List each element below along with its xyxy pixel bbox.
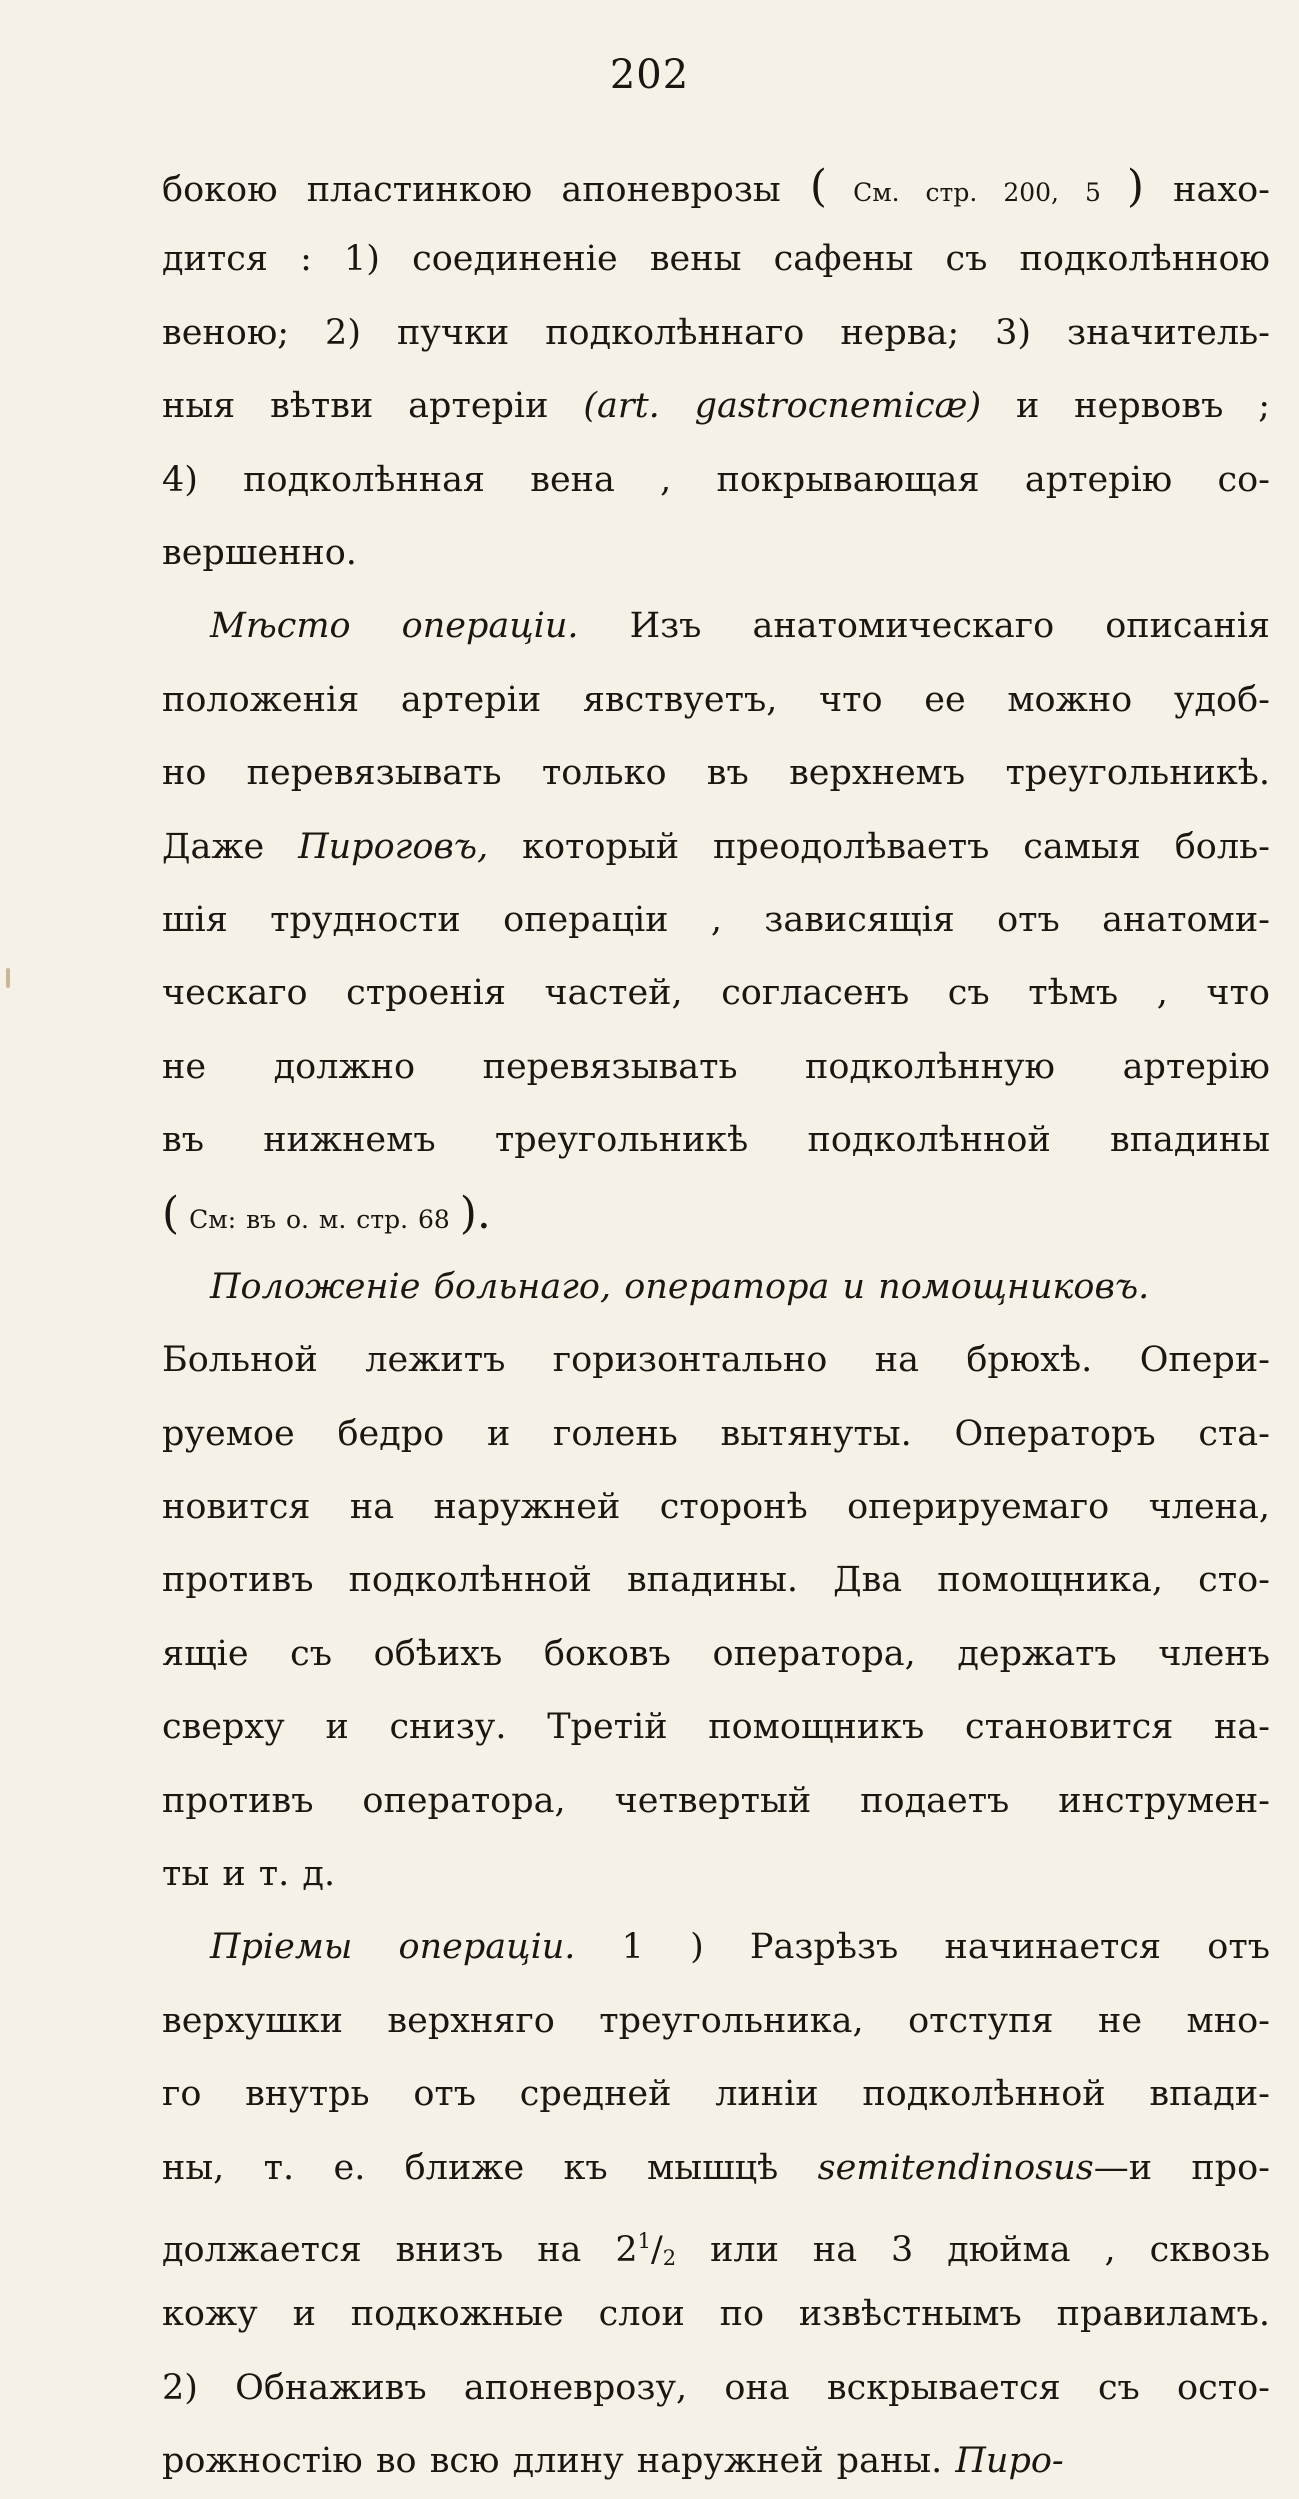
text-run: не должно перевязывать подколѣнную артерію	[162, 1046, 1270, 1087]
text-line	[162, 664, 1270, 737]
italic-text: (art. gastrocnemicæ)	[583, 386, 982, 427]
text-line	[162, 1251, 1270, 1324]
text-line	[162, 1104, 1270, 1177]
text-line	[162, 223, 1270, 296]
text-run: вершенно.	[162, 532, 357, 573]
text-run: го внутрь отъ средней линіи подколѣнной впади-	[162, 2074, 1270, 2115]
text-line	[162, 737, 1270, 810]
parenthesis: ).	[459, 1188, 491, 1240]
text-run: 4) подколѣнная вена , покрывающая артерію со-	[162, 459, 1270, 500]
text-line	[162, 957, 1270, 1030]
italic-text: Пріемы операціи.	[210, 1927, 576, 1968]
parenthesis: (	[809, 161, 828, 212]
text-line	[162, 1985, 1270, 2058]
italic-text: semitendinosus	[817, 2147, 1094, 2188]
text-run: сверху и снизу. Третій помощникъ становится на-	[162, 1707, 1270, 1748]
text-line	[162, 370, 1270, 443]
parenthesis: (	[162, 1188, 180, 1240]
text-run: и нервовъ ;	[981, 386, 1270, 427]
paper-speck	[6, 968, 10, 988]
reference-text: См. стр. 200, 5	[827, 178, 1127, 207]
text-line	[162, 1544, 1270, 1617]
text-run: руемое бедро и голень вытянуты. Операторъ ста-	[162, 1413, 1270, 1454]
italic-text: Мѣсто операціи.	[210, 606, 579, 647]
text-line	[162, 1765, 1270, 1838]
text-run: Больной лежитъ горизонтально на брюхѣ. Опери-	[162, 1340, 1270, 1381]
reference-text: См: въ о. м. стр. 68	[179, 1205, 460, 1235]
text-line	[162, 444, 1270, 517]
text-line	[162, 2205, 1270, 2278]
italic-text: Пиро-	[955, 2441, 1064, 2482]
text-line	[162, 517, 1270, 590]
text-run: /	[651, 2229, 663, 2270]
text-run: противъ подколѣнной впадины. Два помощника, сто-	[162, 1560, 1270, 1601]
text-line	[162, 2425, 1270, 2498]
text-run: положенія артеріи явствуетъ, что ее можно удоб-	[162, 679, 1270, 720]
text-run: веною; 2) пучки подколѣннаго нерва; 3) значитель-	[162, 312, 1270, 353]
text-line	[162, 2278, 1270, 2351]
text-run: верхушки верхняго треугольника, отступя не мно-	[162, 2000, 1270, 2041]
text-run: новится на наружней сторонѣ оперируемаго члена,	[162, 1487, 1270, 1528]
text-line	[162, 1911, 1270, 1984]
text-line	[162, 2352, 1270, 2425]
text-run: дится : 1) соединеніе вены сафены съ подколѣнною	[162, 239, 1270, 280]
text-line	[162, 1031, 1270, 1104]
text-run: шія трудности операціи , зависящія отъ анатоми-	[162, 899, 1270, 940]
text-line	[162, 1177, 1270, 1250]
text-run: Даже	[162, 826, 299, 867]
text-run: противъ оператора, четвертый подаетъ инструмен-	[162, 1780, 1270, 1821]
text-line	[162, 1471, 1270, 1544]
text-run: 1 ) Разрѣзъ начинается отъ	[575, 1927, 1270, 1968]
text-run: —и про-	[1093, 2147, 1270, 2188]
text-line	[162, 297, 1270, 370]
text-run: но перевязывать только въ верхнемъ треугольникѣ.	[162, 753, 1270, 794]
text-line	[162, 1691, 1270, 1764]
text-run: ныя вѣтви артеріи	[162, 386, 584, 427]
text-line	[162, 1398, 1270, 1471]
text-run: ящіе съ обѣихъ боковъ оператора, держатъ членъ	[162, 1633, 1270, 1674]
text-run: ческаго строенія частей, согласенъ съ тѣмъ , что	[162, 973, 1270, 1014]
text-line	[162, 811, 1270, 884]
parenthesis: )	[1126, 161, 1145, 212]
text-run: рожностію во всю длину наружней раны.	[162, 2441, 956, 2482]
fraction-denominator: 2	[662, 2245, 677, 2270]
text-run: или на 3 дюйма , сквозь	[676, 2229, 1271, 2270]
text-run: ты и т. д.	[162, 1853, 336, 1894]
text-run: который преодолѣваетъ самыя боль-	[488, 826, 1270, 867]
text-line	[162, 1838, 1270, 1911]
text-run: ны, т. е. ближе къ мышцѣ	[162, 2147, 818, 2188]
text-line	[162, 884, 1270, 957]
italic-text: Пироговъ,	[298, 826, 489, 867]
text-run: бокою пластинкою апоневрозы	[162, 170, 810, 210]
text-run: 2) Обнаживъ апоневрозу, она вскрывается съ осто-	[162, 2367, 1270, 2408]
text-run: нахо-	[1144, 170, 1270, 210]
text-line	[162, 590, 1270, 663]
text-line	[162, 2132, 1270, 2205]
fraction-numerator: 1	[637, 2228, 651, 2253]
text-run: Изъ анатомическаго описанія	[578, 606, 1270, 647]
text-line	[162, 1618, 1270, 1691]
italic-text: Положеніе больнаго, оператора и помощниковъ.	[210, 1266, 1150, 1307]
text-line	[162, 150, 1270, 223]
text-run: должается внизъ на 2	[162, 2229, 638, 2270]
text-line	[162, 2058, 1270, 2131]
text-run: кожу и подкожные слои по извѣстнымъ правиламъ.	[162, 2294, 1270, 2335]
page-number: 202	[609, 52, 690, 98]
text-line	[162, 1324, 1270, 1397]
body-text	[162, 150, 1270, 2499]
text-run: въ нижнемъ треугольникѣ подколѣнной впадины	[162, 1120, 1270, 1161]
